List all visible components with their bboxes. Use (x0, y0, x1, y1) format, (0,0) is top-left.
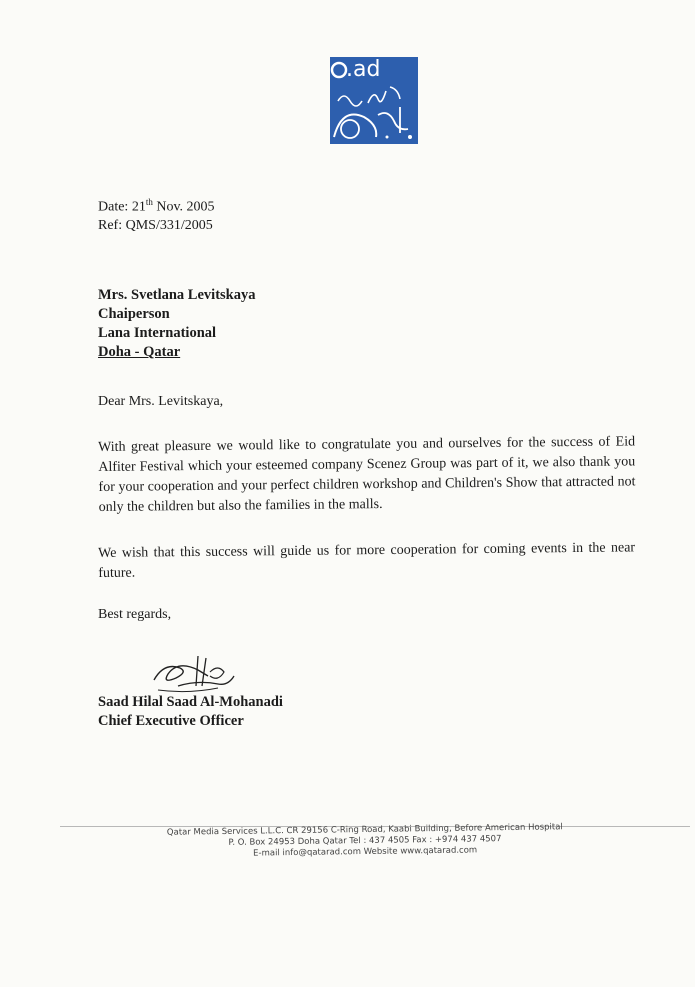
logo-text: .ad (346, 57, 381, 82)
recipient-name: Mrs. Svetlana Levitskaya (98, 287, 256, 303)
body-paragraph-2: We wish that this success will guide us for more cooperation for coming events in the near future. (98, 540, 636, 581)
letter-meta (98, 193, 215, 235)
salutation: Dear Mrs. Levitskaya, (98, 394, 224, 409)
footer-line-1: Qatar Media Services L.L.C. CR 29156 C-Ring Road, Kaabi Building, Before American Hospital (166, 822, 563, 838)
recipient-address (98, 286, 255, 362)
recipient-company: Lana International (98, 325, 217, 341)
letter-date: Date: 21th Nov. 2005 (98, 197, 215, 215)
recipient-location: Doha - Qatar (98, 344, 181, 360)
handwritten-signature (148, 650, 238, 696)
signer-block (98, 693, 283, 731)
letter-ref: Ref: QMS/331/2005 (98, 217, 213, 233)
signer-title: Chief Executive Officer (98, 713, 244, 729)
company-footer (100, 821, 630, 861)
recipient-title: Chaiperson (98, 306, 170, 322)
footer-line-3: E-mail info@qatarad.com Website www.qatarad.com (253, 845, 478, 859)
company-logo (330, 57, 418, 144)
signer-name: Saad Hilal Saad Al-Mohanadi (98, 694, 283, 710)
footer-line-2: P. O. Box 24953 Doha Qatar Tel : 437 4505 Fax : +974 437 4507 (228, 834, 502, 848)
closing: Best regards, (98, 607, 172, 622)
body-paragraph-1: With great pleasure we would like to congratulate you and ourselves for the success of Eid Alfiter Festival which your esteemed company Scenez Group was part of it, we also thank you for your cooperation and your perfect children workshop and Children's Show that attracted not only the children but also the families in the malls. (98, 434, 636, 515)
